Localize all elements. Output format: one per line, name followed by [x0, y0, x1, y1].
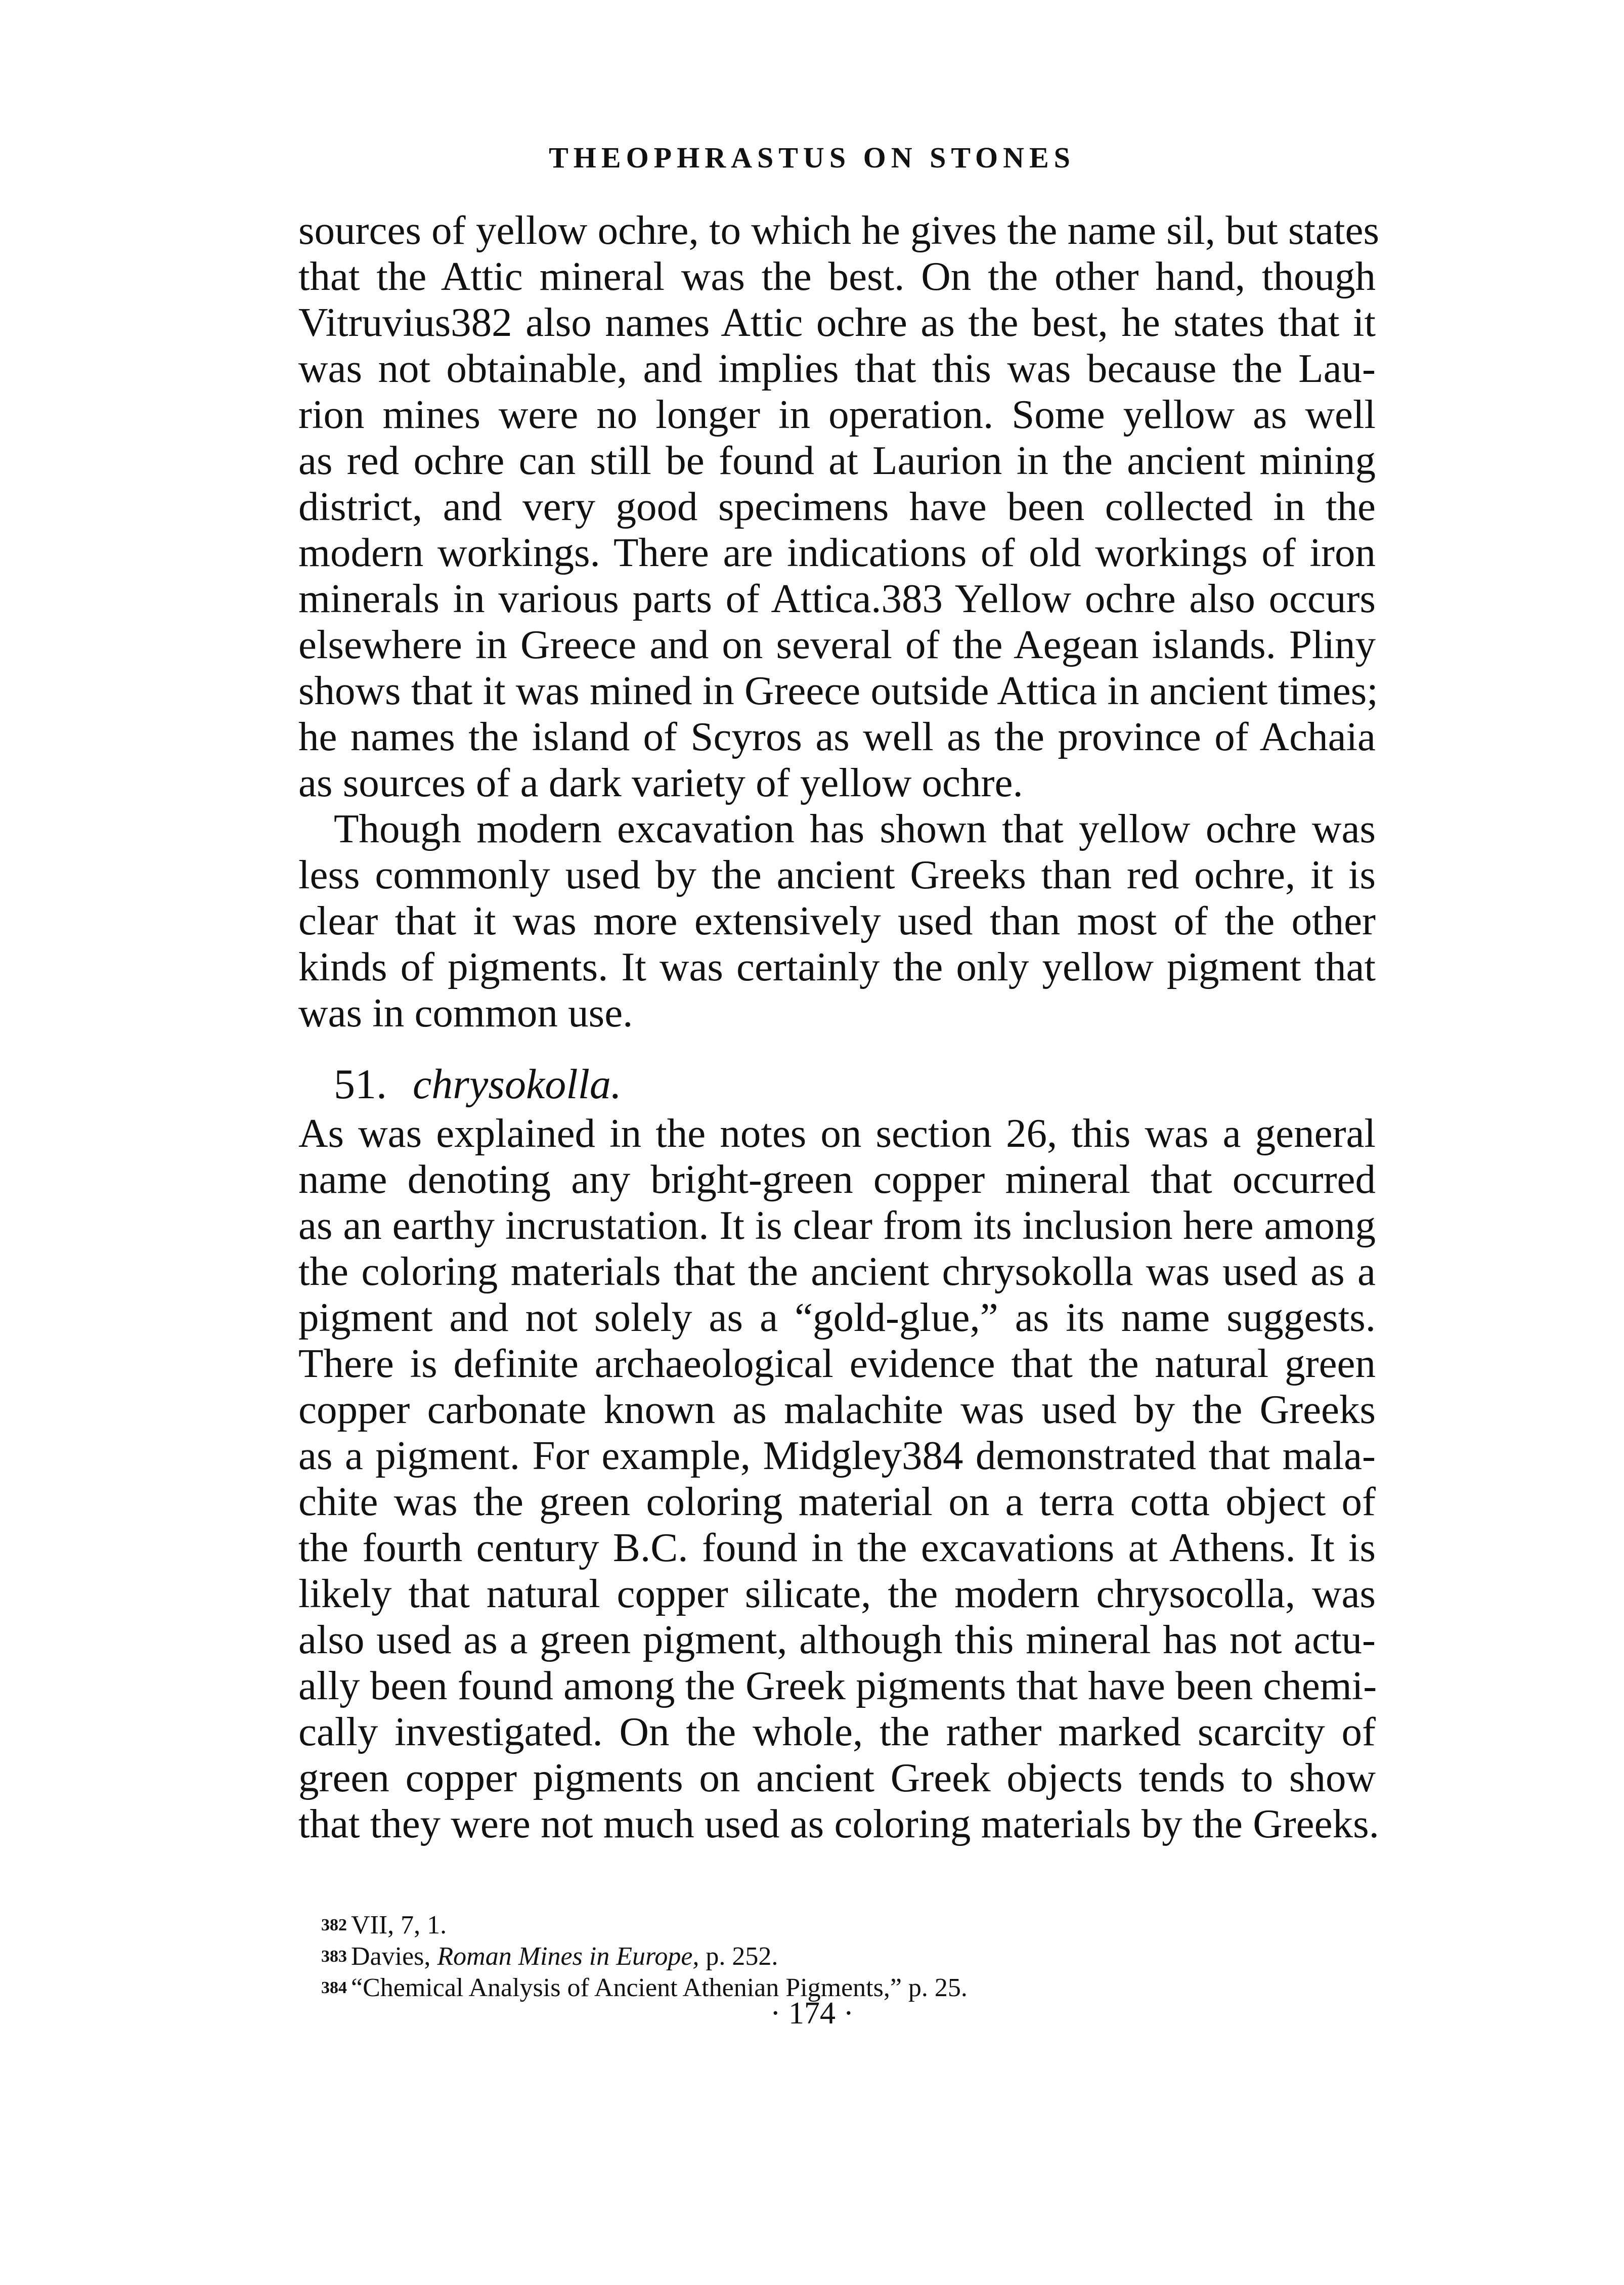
- text-line: was not obtainable, and implies that this was because the Lau-: [298, 346, 1376, 391]
- text-line: Though modern excavation has shown that yellow ochre was: [334, 806, 1376, 851]
- footnote-mark: 383: [321, 1947, 347, 1966]
- footnote-383: [321, 1941, 968, 1972]
- footnote-book-title: Roman Mines in Europe,: [437, 1942, 699, 1971]
- section-heading: [334, 1060, 622, 1109]
- text-line: he names the island of Scyros as well as the province of Achaia: [298, 714, 1376, 759]
- footnote-382: [321, 1910, 968, 1941]
- text-line: that they were not much used as coloring materials by the Greeks.: [298, 1801, 1379, 1846]
- footnote-text: “Chemical Analysis of Ancient Athenian Pigments,” p. 25.: [351, 1973, 968, 2002]
- text-line: the coloring materials that the ancient chrysokolla was used as a: [298, 1248, 1376, 1294]
- text-line: chite was the green coloring material on a terra cotta object of: [298, 1479, 1376, 1524]
- paragraph-ochre-sources: [298, 207, 1379, 806]
- text-line: cally investigated. On the whole, the rather marked scarcity of: [298, 1709, 1376, 1754]
- text-line: district, and very good specimens have been collected in the: [298, 484, 1376, 529]
- page-number: · 174 ·: [770, 1996, 854, 2031]
- text-line: pigment and not solely as a “gold-glue,” as its name suggests.: [298, 1295, 1376, 1340]
- text-line: as a pigment. For example, Midgley384 demonstrated that mala-: [298, 1433, 1376, 1478]
- text-line: the fourth century B.C. found in the excavations at Athens. It is: [298, 1525, 1376, 1570]
- text-line: modern workings. There are indications of old workings of iron: [298, 530, 1376, 575]
- text-line: shows that it was mined in Greece outside Attica in ancient times;: [298, 668, 1378, 713]
- text-line: as red ochre can still be found at Laurion in the ancient mining: [298, 438, 1376, 483]
- text-line: ally been found among the Greek pigments that have been chemi-: [298, 1663, 1377, 1708]
- text-line: rion mines were no longer in operation. Some yellow as well: [298, 392, 1376, 437]
- section-term: chrysokolla.: [413, 1061, 622, 1108]
- text-line: as an earthy incrustation. It is clear from its inclusion here among: [298, 1202, 1376, 1248]
- footnote-text: VII, 7, 1.: [351, 1911, 447, 1939]
- text-line: kinds of pigments. It was certainly the only yellow pigment that: [298, 944, 1376, 989]
- text-line: Vitruvius382 also names Attic ochre as the best, he states that it: [298, 299, 1376, 345]
- text-line: elsewhere in Greece and on several of the Aegean islands. Pliny: [298, 622, 1376, 667]
- text-line: copper carbonate known as malachite was used by the Greeks: [298, 1387, 1376, 1432]
- text-line: minerals in various parts of Attica.383 Yellow ochre also occurs: [298, 576, 1376, 621]
- text-line: sources of yellow ochre, to which he gives the name sil, but states: [298, 207, 1379, 253]
- footnote-text: p. 252.: [699, 1942, 778, 1971]
- paragraph-chrysokolla: [298, 1110, 1379, 1847]
- footnote-mark: 382: [321, 1916, 347, 1934]
- text-line: green copper pigments on ancient Greek objects tends to show: [298, 1755, 1376, 1800]
- paragraph-ochre-usage: [298, 806, 1376, 1036]
- text-line: name denoting any bright-green copper mineral that occurred: [298, 1156, 1376, 1202]
- text-line: less commonly used by the ancient Greeks than red ochre, it is: [298, 852, 1376, 897]
- text-line: clear that it was more extensively used than most of the other: [298, 898, 1376, 943]
- text-line: as sources of a dark variety of yellow ochre.: [298, 760, 1023, 805]
- footnote-text: Davies,: [351, 1942, 437, 1971]
- section-number: 51.: [334, 1061, 387, 1108]
- running-head: THEOPHRASTUS ON STONES: [549, 141, 1075, 174]
- text-line: There is definite archaeological evidence that the natural green: [298, 1341, 1376, 1386]
- text-line: likely that natural copper silicate, the modern chrysocolla, was: [298, 1571, 1376, 1616]
- footnote-mark: 384: [321, 1978, 347, 1997]
- text-line: was in common use.: [298, 990, 633, 1036]
- footnotes: [321, 1910, 968, 2004]
- text-line: also used as a green pigment, although this mineral has not actu-: [298, 1617, 1376, 1662]
- text-line: that the Attic mineral was the best. On the other hand, though: [298, 253, 1376, 299]
- text-line: As was explained in the notes on section 26, this was a general: [298, 1110, 1376, 1156]
